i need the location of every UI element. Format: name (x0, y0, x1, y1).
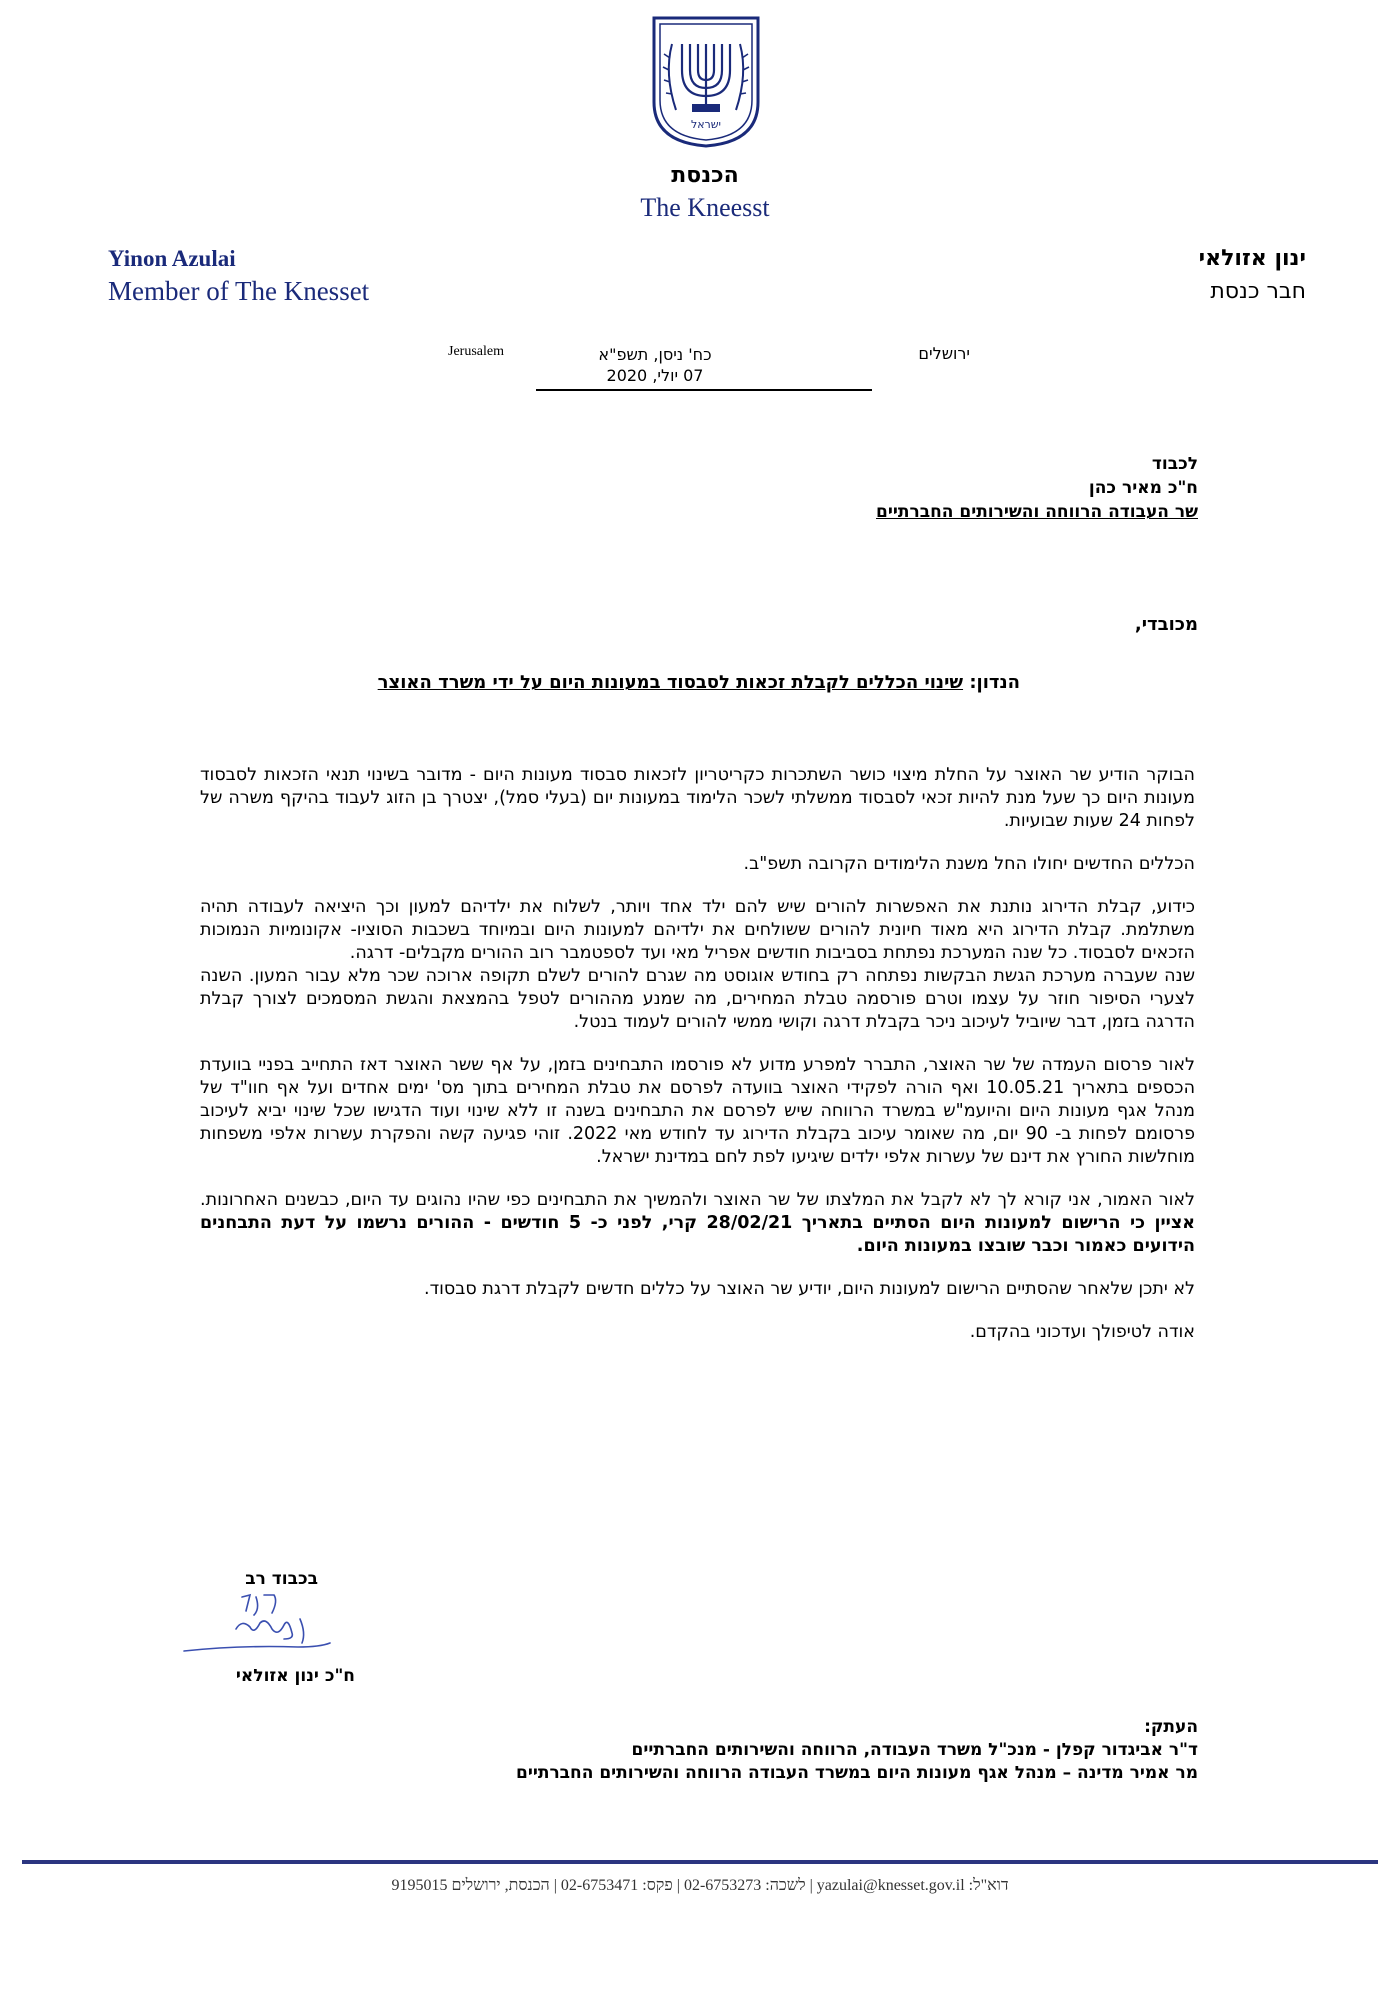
body-paragraph-6: לא יתכן שלאחר שהסתיים הרישום למעונות היום, יודיע שר האוצר על כללים חדשים לקבלת דרגת סבסוד. (424, 1279, 1195, 1299)
body-paragraph-2: הכללים החדשים יחולו החל משנת הלימודים הקרובה תשפ"ב. (743, 854, 1195, 874)
body-paragraph-5-normal: לאור האמור, אני קורא לך לא לקבל את המלצתו של שר האוצר ולהמשיך את התבחינים כפי שהיו נהוגים עד היום, כבשנים האחרונות. (200, 1190, 1195, 1210)
addressee-block (598, 452, 1198, 524)
body-paragraph-3b: שנה שעברה מערכת הגשת הבקשות נפתחה רק בחודש אוגוסט מה שגרם להורים לשלם תקופה ארוכה שכר מלא עבור המעון. השנה לצערי הסיפור חוזר על עצמו וטרם פורסמה טבלת המחירים, מה שמנע מההורים לטפל בהמצאת והגשת המסמכים לצורך קבלת הדרגה בזמן, דבר שיוביל לעיכוב ניכר בקבלת דרגה וקושי ממשי להורים לעמוד בנטל. (200, 966, 1195, 1032)
cc-line-1: ד"ר אביגדור קפלן - מנכ"ל משרד העבודה, הרווחה והשירותים החברתיים (631, 1740, 1198, 1760)
handwritten-signature (180, 1589, 350, 1669)
city-english: Jerusalem (448, 344, 504, 359)
date-divider (536, 389, 872, 391)
city-hebrew: ירושלים (918, 344, 970, 363)
member-english-name: Yinon Azulai (108, 246, 236, 271)
knesset-emblem-icon (650, 14, 762, 150)
body-paragraph-5-bold: אציין כי הרישום למעונות היום הסתיים בתאריך 28/02/21 קרי, לפני כ- 5 חודשים - ההורים נרשמו על דעת התבחנים הידועים כאמור וכבר שובצו במעונות היום. (200, 1213, 1195, 1256)
member-english-title: Member of The Knesset (108, 276, 370, 306)
body-paragraph-5 (200, 1189, 1195, 1258)
subject-label: הנדון: (969, 672, 1020, 693)
closing-phrase: בכבוד רב (245, 1569, 318, 1589)
footer-contact: דוא"ל: yazulai@knesset.gov.il | לשכה: 02-6753273 | פקס: 02-6753471 | הכנסת, ירושלים 9195015 (391, 1877, 1009, 1894)
cc-block (298, 1716, 1198, 1785)
knesset-english-title: The Kneesst (640, 193, 770, 222)
letter-body (200, 764, 1195, 1364)
date-hebrew: כח' ניסן, תשפ"א (598, 345, 712, 364)
subject-line (378, 672, 1020, 693)
knesset-hebrew-title: הכנסת (671, 163, 739, 188)
date-block (540, 344, 770, 386)
footer-divider (22, 1860, 1378, 1864)
body-paragraph-3a: כידוע, קבלת הדירוג נותנת את האפשרות להורים שיש להם ילד אחד ויותר, לשלוח את ילדיהם למעון וכך היציאה לעבודה תהיה משתלמת. קבלת הדירוג היא מאוד חיונית להורים ששולחים את ילדיהם למעונות היום ובמיוחד בשכבות הסוציו- אקונומיות הנמוכות הזכאים לסבסוד. כל שנה המערכת נפתחת בסביבות חודשים אפריל מאי ועד לספטמבר רוב ההורים מקבלים- דרגה. (200, 897, 1195, 963)
member-hebrew-title: חבר כנסת (1210, 279, 1306, 304)
salutation: מכובדי, (1134, 614, 1198, 635)
date-gregorian: 07 יולי, 2020 (606, 366, 704, 385)
cc-line-2: מר אמיר מדינה – מנהל אגף מעונות היום במשרד העבודה הרווחה והשירותים החברתיים (515, 1763, 1198, 1783)
body-paragraph-1: הבוקר הודיע שר האוצר על החלת מיצוי כושר השתכרות כקריטריון לזכאות סבסוד מעונות היום - מדובר בשינוי תנאי הזכאות לסבסוד מעונות היום כך שעל מנת להיות זכאי לסבסוד ממשלתי לשכר הלימוד במעונות יום (בעלי סמל), יצטרך בן הזוג לעבוד בהיקף משרה של לפחות 24 שעות שבועיות. (200, 765, 1195, 831)
addressee-line-1: לכבוד (1151, 454, 1198, 474)
addressee-line-3: שר העבודה הרווחה והשירותים החברתיים (876, 502, 1198, 522)
addressee-line-2: ח"כ מאיר כהן (1088, 478, 1198, 498)
body-paragraph-4: לאור פרסום העמדה של שר האוצר, התברר למפרע מדוע לא פורסמו התבחינים בזמן, על אף ששר האוצר דאז התחייב בפניי בוועדת הכספים בתאריך 10.05.21 ואף הורה לפקידי האוצר בוועדה לפרסם את טבלת המחירים בתוך מס' ימים אחדים ועל אף חוו"ד של מנהל אגף מעונות היום והיועמ"ש במשרד הרווחה שיש לפרסם את התבחינים בשנה זו ללא שינוי ועוד הדגישו שכל שינוי יביא לעיכוב פרסומם לפחות ב- 90 יום, מה שאומר עיכוב בקבלת הדירוג עד לחודש מאי 2022. זוהי פגיעה קשה והפקרת עשרות אלפי משפחות מוחלשות החורץ את דינם של עשרות אלפי ילדים שיגיעו לפת לחם במדינת ישראל. (200, 1055, 1196, 1167)
svg-text:ישראל: ישראל (690, 118, 722, 131)
subject-text: שינוי הכללים לקבלת זכאות לסבסוד במעונות היום על ידי משרד האוצר (377, 672, 964, 693)
cc-label: העתק: (1144, 1717, 1198, 1737)
signatory-name: ח"כ ינון אזולאי (235, 1666, 355, 1686)
body-paragraph-7: אודה לטיפולך ועדכוני בהקדם. (969, 1322, 1195, 1342)
member-hebrew-name: ינון אזולאי (1198, 246, 1306, 271)
